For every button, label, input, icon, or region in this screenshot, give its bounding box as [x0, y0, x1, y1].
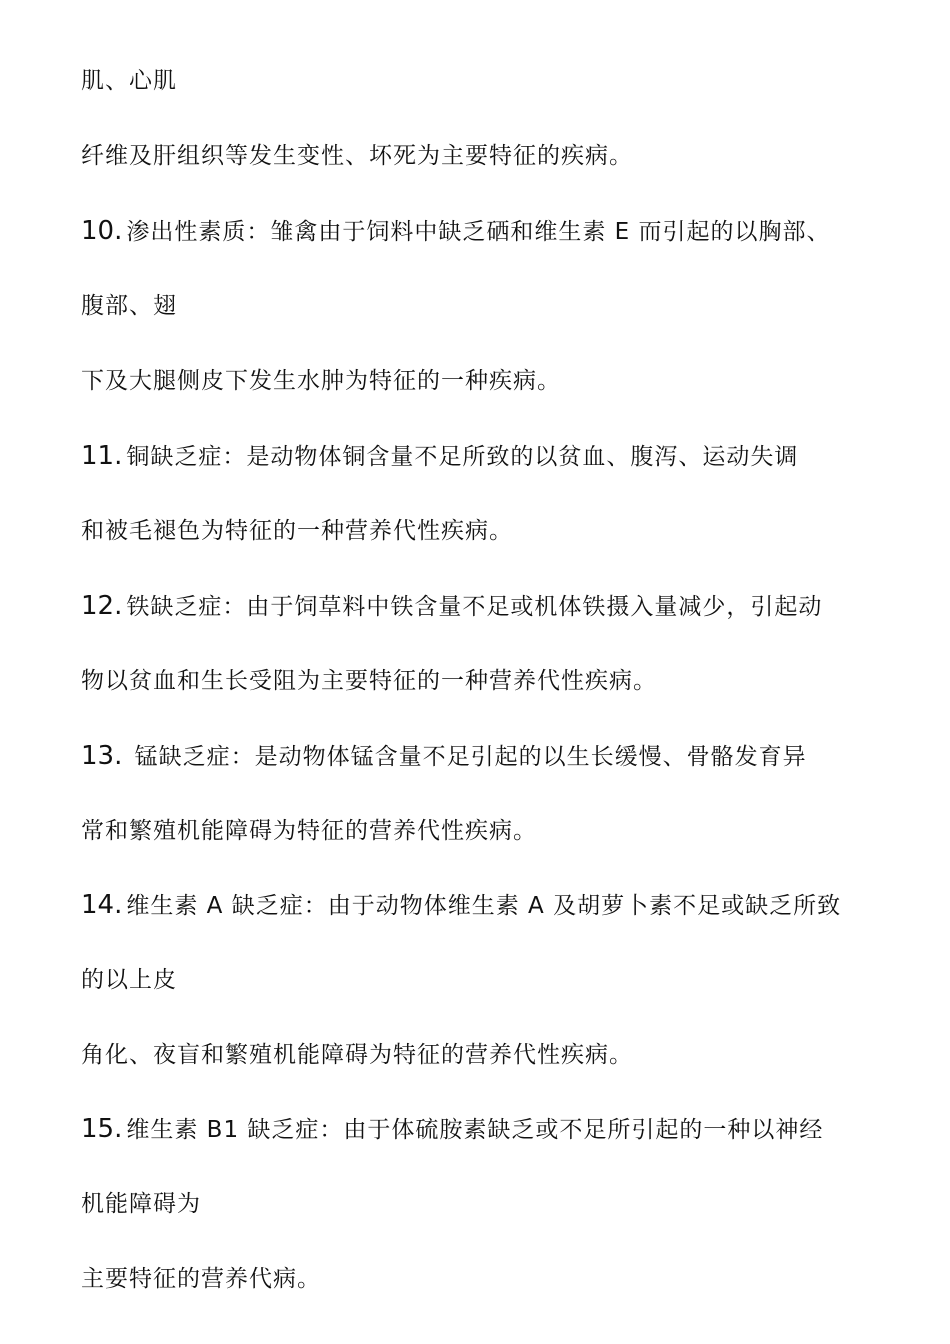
item-number: 13.	[81, 741, 123, 771]
text-line: 肌、心肌	[81, 68, 177, 94]
text-line: 腹部、翅	[81, 293, 177, 319]
text-line: 主要特征的营养代病。	[81, 1266, 321, 1292]
text-line: 角化、夜盲和繁殖机能障碍为特征的营养代性疾病。	[81, 1042, 633, 1068]
text-line: 10. 渗出性素质：雏禽由于饲料中缺乏硒和维生素 E 而引起的以胸部、	[81, 216, 831, 246]
text-line: 纤维及肝组织等发生变性、坏死为主要特征的疾病。	[81, 143, 633, 169]
text-line: 物以贫血和生长受阻为主要特征的一种营养代性疾病。	[81, 668, 657, 694]
text-line: 常和繁殖机能障碍为特征的营养代性疾病。	[81, 818, 537, 844]
text-line: 下及大腿侧皮下发生水肿为特征的一种疾病。	[81, 368, 561, 394]
item-number: 14.	[81, 890, 123, 920]
text-line: 和被毛褪色为特征的一种营养代性疾病。	[81, 518, 513, 544]
text-line: 14. 维生素 A 缺乏症：由于动物体维生素 A 及胡萝卜素不足或缺乏所致	[81, 890, 842, 920]
text-line: 11. 铜缺乏症：是动物体铜含量不足所致的以贫血、腹泻、运动失调	[81, 441, 799, 471]
item-number: 10.	[81, 216, 123, 246]
item-number: 12.	[81, 591, 123, 621]
item-number: 11.	[81, 441, 123, 471]
text-line: 机能障碍为	[81, 1191, 201, 1217]
text-line: 15. 维生素 B1 缺乏症：由于体硫胺素缺乏或不足所引起的一种以神经	[81, 1114, 824, 1144]
item-number: 15.	[81, 1114, 123, 1144]
text-line: 13. 锰缺乏症：是动物体锰含量不足引起的以生长缓慢、骨骼发育异	[81, 741, 807, 771]
text-line: 12. 铁缺乏症：由于饲草料中铁含量不足或机体铁摄入量减少，引起动	[81, 591, 823, 621]
text-line: 的以上皮	[81, 967, 177, 993]
